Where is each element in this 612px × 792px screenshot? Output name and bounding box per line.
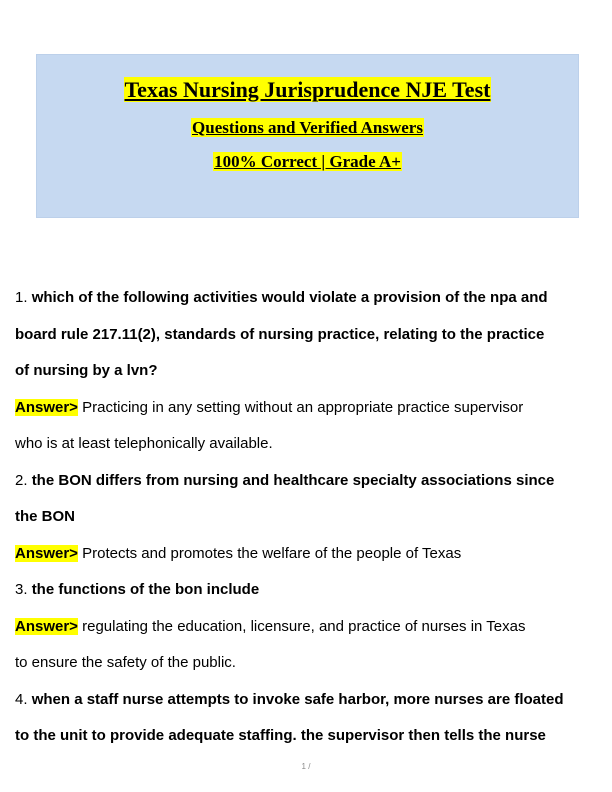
grade-line: 100% Correct | Grade A+ — [214, 152, 401, 171]
question-text: the functions of the bon include — [31, 581, 260, 598]
page-number: 1 / — [301, 762, 311, 771]
questions-list — [15, 284, 600, 759]
question-1-line-1 — [15, 284, 600, 321]
question-2-line-2: the BON — [15, 508, 75, 525]
answer-text: Practicing in any setting without an appropriate practice supervisor — [77, 398, 524, 416]
question-2-line-1 — [15, 467, 600, 504]
answer-label: Answer> — [15, 544, 78, 562]
question-text: the BON differs from nursing and healthcare specialty associations since — [31, 471, 555, 489]
question-number: 1. — [15, 289, 32, 306]
answer-label: Answer> — [15, 398, 78, 416]
document-title: Texas Nursing Jurisprudence NJE Test — [124, 77, 491, 102]
question-1-line-3: of nursing by a lvn? — [15, 362, 158, 379]
question-number: 3. — [15, 581, 32, 598]
title-banner — [36, 54, 579, 218]
answer-text: Protects and promotes the welfare of the people of Texas — [77, 544, 462, 562]
document-subtitle: Questions and Verified Answers — [192, 118, 423, 137]
question-4-line-2: to the unit to provide adequate staffing. the supervisor then tells the nurse — [15, 727, 546, 744]
question-number: 4. — [15, 690, 32, 708]
question-number: 2. — [15, 471, 32, 489]
question-text: which of the following activities would violate a provision of the npa and — [31, 289, 548, 306]
answer-text: regulating the education, licensure, and practice of nurses in Texas — [77, 617, 526, 635]
answer-3-line-1 — [15, 613, 600, 650]
answer-label: Answer> — [15, 617, 78, 635]
question-3-line-1 — [15, 576, 600, 613]
question-4-line-1 — [15, 686, 600, 723]
question-text: when a staff nurse attempts to invoke safe harbor, more nurses are floated — [31, 690, 564, 708]
answer-3-line-2: to ensure the safety of the public. — [15, 654, 236, 671]
question-1-line-2: board rule 217.11(2), standards of nursing practice, relating to the practice — [15, 325, 545, 343]
answer-1-line-2: who is at least telephonically available. — [15, 435, 273, 452]
answer-2-line-1 — [15, 540, 600, 577]
answer-1-line-1 — [15, 394, 600, 431]
